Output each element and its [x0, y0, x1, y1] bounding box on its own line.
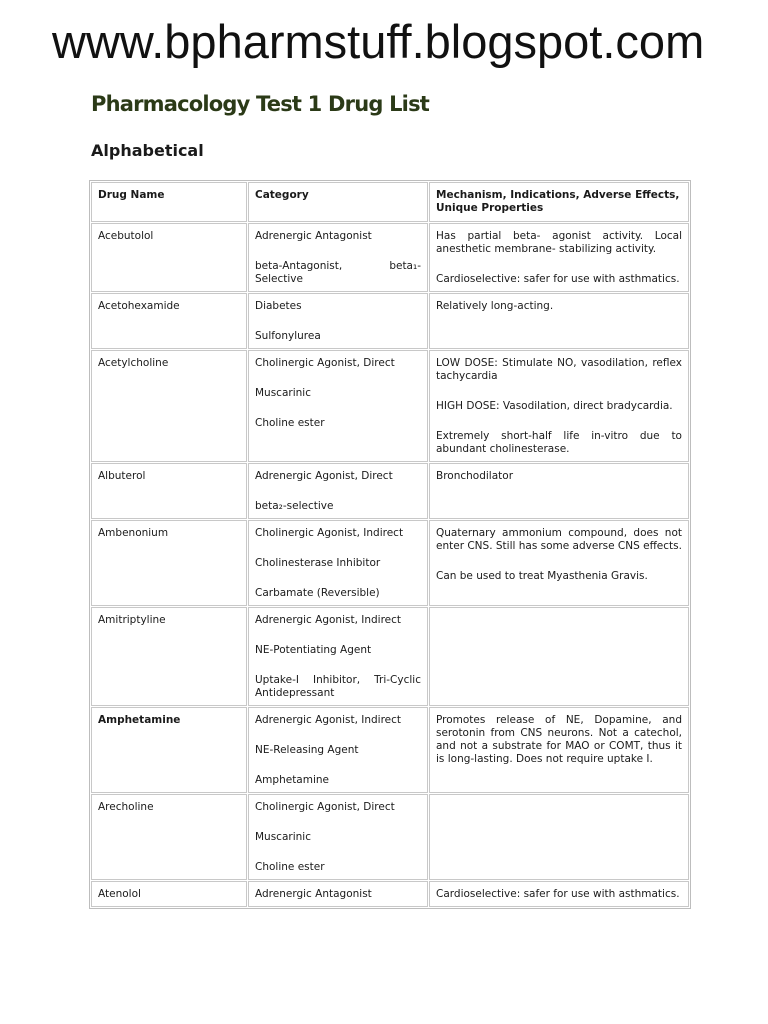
site-watermark: www.bpharmstuff.blogspot.com	[52, 15, 705, 68]
drug-name-cell: Acetohexamide	[91, 293, 247, 349]
mechanism-cell	[429, 520, 689, 606]
mechanism-cell	[429, 607, 689, 706]
drug-name-cell: Acebutolol	[91, 223, 247, 292]
category-line: Cholinergic Agonist, Direct	[255, 801, 395, 813]
category-line: NE-Potentiating Agent	[255, 644, 372, 656]
table-row	[91, 293, 689, 349]
category-cell	[248, 350, 428, 462]
header-mechanism: Mechanism, Indications, Adverse Effects, Unique Properties	[429, 182, 689, 222]
mechanism-cell	[429, 794, 689, 880]
category-line: Adrenergic Agonist, Indirect	[255, 714, 402, 726]
table-row	[91, 707, 689, 793]
mechanism-line: Bronchodilator	[436, 470, 514, 482]
mechanism-cell	[429, 463, 689, 519]
header-category: Category	[248, 182, 428, 222]
category-cell	[248, 463, 428, 519]
category-cell	[248, 794, 428, 880]
header-drug-name: Drug Name	[91, 182, 247, 222]
category-line: beta₂-selective	[255, 500, 334, 512]
drug-name-cell: Amphetamine	[91, 707, 247, 793]
category-line: Adrenergic Agonist, Indirect	[255, 614, 402, 626]
table-row	[91, 520, 689, 606]
mechanism-line: HIGH DOSE: Vasodilation, direct bradycardia.	[436, 400, 673, 412]
table-row	[91, 607, 689, 706]
drug-name-cell: Arecholine	[91, 794, 247, 880]
mechanism-cell	[429, 350, 689, 462]
category-line: Sulfonylurea	[255, 330, 321, 342]
category-line: Muscarinic	[255, 387, 311, 399]
mechanism-cell	[429, 881, 689, 907]
category-cell	[248, 520, 428, 606]
table-body	[91, 223, 689, 907]
drug-name-cell: Albuterol	[91, 463, 247, 519]
category-cell	[248, 607, 428, 706]
category-line: Adrenergic Antagonist	[255, 888, 372, 900]
mechanism-line: Has partial beta- agonist activity. Local anesthetic membrane- stabilizing activity.	[436, 230, 682, 255]
drug-table	[89, 180, 691, 909]
drug-name-cell: Amitriptyline	[91, 607, 247, 706]
category-line: Choline ester	[255, 861, 325, 873]
category-cell	[248, 223, 428, 292]
mechanism-cell	[429, 707, 689, 793]
mechanism-line: Quaternary ammonium compound, does not enter CNS. Still has some adverse CNS effects.	[436, 527, 682, 552]
mechanism-line: LOW DOSE: Stimulate NO, vasodilation, reflex tachycardia	[436, 357, 682, 382]
page-title: Pharmacology Test 1 Drug List	[91, 92, 430, 116]
category-line: Carbamate (Reversible)	[255, 587, 380, 599]
category-line: Muscarinic	[255, 831, 311, 843]
category-line: Cholinergic Agonist, Direct	[255, 357, 395, 369]
category-line: Adrenergic Agonist, Direct	[255, 470, 393, 482]
mechanism-line: Extremely short-half life in-vitro due to abundant cholinesterase.	[436, 430, 682, 455]
table-header-row	[91, 182, 689, 222]
drug-name-cell: Atenolol	[91, 881, 247, 907]
mechanism-line: Cardioselective: safer for use with asthmatics.	[436, 888, 680, 900]
category-line: Choline ester	[255, 417, 325, 429]
category-line: Cholinesterase Inhibitor	[255, 557, 381, 569]
category-line: Cholinergic Agonist, Indirect	[255, 527, 404, 539]
table-row	[91, 223, 689, 292]
category-line: Adrenergic Antagonist	[255, 230, 372, 242]
category-line: NE-Releasing Agent	[255, 744, 359, 756]
mechanism-line: Promotes release of NE, Dopamine, and serotonin from CNS neurons. Not a catechol, and not a substrate for MAO or COMT, thus it is long-lasting. Does not require uptake I.	[436, 714, 682, 765]
mechanism-line: Cardioselective: safer for use with asthmatics.	[436, 273, 680, 285]
table-row	[91, 463, 689, 519]
category-line: Amphetamine	[255, 774, 330, 786]
mechanism-line: Relatively long-acting.	[436, 300, 554, 312]
table-row	[91, 881, 689, 907]
category-cell	[248, 293, 428, 349]
category-line: beta-Antagonist, beta₁-Selective	[255, 260, 421, 285]
section-subtitle: Alphabetical	[91, 141, 204, 160]
mechanism-cell	[429, 293, 689, 349]
table-row	[91, 794, 689, 880]
drug-name-cell: Acetylcholine	[91, 350, 247, 462]
mechanism-cell	[429, 223, 689, 292]
table-row	[91, 350, 689, 462]
category-cell	[248, 707, 428, 793]
mechanism-line: Can be used to treat Myasthenia Gravis.	[436, 570, 648, 582]
category-cell	[248, 881, 428, 907]
category-line: Uptake-I Inhibitor, Tri-Cyclic Antidepressant	[255, 674, 421, 699]
drug-name-cell: Ambenonium	[91, 520, 247, 606]
category-line: Diabetes	[255, 300, 302, 312]
